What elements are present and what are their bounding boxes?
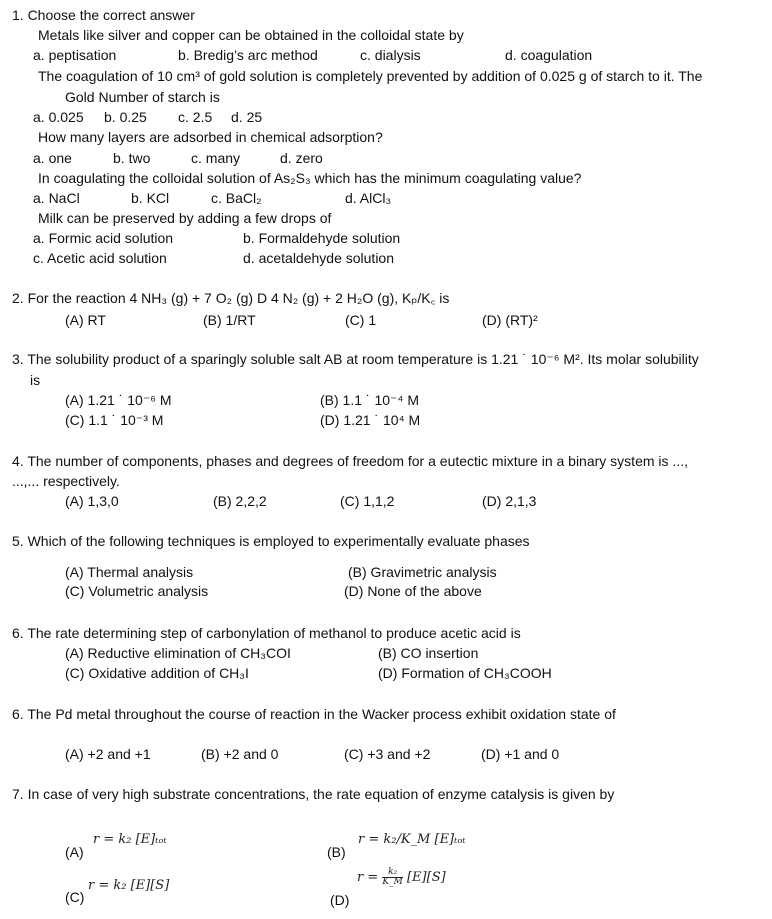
- option: (D) Formation of CH₃COOH: [378, 665, 552, 681]
- question-stem: Metals like silver and copper can be obtained in the colloidal state by: [38, 27, 464, 43]
- question-stem: In coagulating the colloidal solution of As₂S₃ which has the minimum coagulating value?: [38, 170, 582, 186]
- question-title: 1. Choose the correct answer: [12, 7, 195, 23]
- option: c. 2.5: [178, 109, 213, 125]
- option-label: (B): [327, 844, 346, 860]
- option: (C) 1: [345, 312, 377, 328]
- option: (B) 1/RT: [203, 312, 256, 328]
- option: b. Bredig’s arc method: [178, 47, 318, 63]
- option: (B) Gravimetric analysis: [348, 564, 497, 580]
- option: (A) 1.21 ˙ 10⁻⁶ M: [65, 392, 172, 408]
- question-stem: 6. The Pd metal throughout the course of reaction in the Wacker process exhibit oxidation state of: [12, 706, 616, 722]
- option: (B) 2,2,2: [213, 493, 267, 509]
- formula: r = k₂ [E]ₜₒₜ: [93, 832, 167, 847]
- option: (A) Thermal analysis: [65, 564, 194, 580]
- option-label: (C): [65, 889, 85, 905]
- option: (C) 1,1,2: [340, 493, 395, 509]
- option: b. KCl: [131, 190, 170, 206]
- option: (C) +3 and +2: [344, 746, 431, 762]
- option: (B) CO insertion: [378, 645, 479, 661]
- question-stem: Milk can be preserved by adding a few drops of: [38, 210, 332, 226]
- option: d. acetaldehyde solution: [243, 250, 394, 266]
- option: d. 25: [231, 109, 263, 125]
- question-stem: 5. Which of the following techniques is employed to experimentally evaluate phases: [12, 533, 530, 549]
- option: b. two: [113, 150, 151, 166]
- fraction: [382, 868, 402, 887]
- option: c. Acetic acid solution: [33, 250, 167, 266]
- option: (D) 2,1,3: [482, 493, 537, 509]
- question-stem: 6. The rate determining step of carbonylation of methanol to produce acetic acid is: [12, 625, 521, 641]
- option: (D) None of the above: [344, 583, 482, 599]
- option: d. AlCl₃: [345, 190, 392, 206]
- option-label: (A): [65, 844, 84, 860]
- option: (C) Volumetric analysis: [65, 583, 209, 599]
- option: (A) RT: [65, 312, 106, 328]
- question-stem: The coagulation of 10 cm³ of gold solution is completely prevented by addition of 0.025 g of starch to it. The: [38, 68, 703, 84]
- option: (D) +1 and 0: [481, 746, 560, 762]
- option-label: (D): [330, 892, 350, 908]
- option: d. zero: [280, 150, 323, 166]
- question-stem: 7. In case of very high substrate concentrations, the rate equation of enzyme catalysis is given by: [12, 786, 615, 802]
- question-stem-cont: Gold Number of starch is: [65, 89, 220, 105]
- formula-fraction: [357, 868, 446, 887]
- option: (A) Reductive elimination of CH₃COI: [65, 645, 291, 661]
- option: (A) 1,3,0: [65, 493, 119, 509]
- option: b. 0.25: [104, 109, 147, 125]
- option: (C) 1.1 ˙ 10⁻³ M: [65, 412, 164, 428]
- question-stem: 4. The number of components, phases and degrees of freedom for a eutectic mixture in a binary system is ...,: [12, 453, 688, 469]
- option: (C) Oxidative addition of CH₃I: [65, 665, 249, 681]
- formula-rhs: [E][S]: [406, 870, 446, 885]
- option: c. BaCl₂: [211, 190, 262, 206]
- question-stem-cont: ...,... respectively.: [12, 473, 120, 489]
- option: d. coagulation: [505, 47, 593, 63]
- option: a. NaCl: [33, 190, 80, 206]
- option: a. peptisation: [33, 47, 117, 63]
- formula: r = k₂ [E][S]: [88, 878, 170, 893]
- option: (D) (RT)²: [482, 312, 538, 328]
- option: b. Formaldehyde solution: [243, 230, 401, 246]
- option: c. many: [191, 150, 241, 166]
- formula: r = k₂/K_M [E]ₜₒₜ: [358, 832, 466, 847]
- question-stem: 2. For the reaction 4 NH₃ (g) + 7 O₂ (g) D 4 N₂ (g) + 2 H₂O (g), Kₚ/K꜀ is: [12, 290, 450, 306]
- option: (A) +2 and +1: [65, 746, 151, 762]
- option: a. 0.025: [33, 109, 84, 125]
- question-stem: 3. The solubility product of a sparingly soluble salt AB at room temperature is 1.21 ˙ 10⁻⁶ M². Its molar solubility: [12, 351, 699, 367]
- denominator: K_M: [382, 877, 403, 887]
- question-stem: How many layers are adsorbed in chemical adsorption?: [38, 129, 383, 145]
- question-stem-cont: is: [30, 372, 41, 388]
- option: c. dialysis: [360, 47, 421, 63]
- option: a. Formic acid solution: [33, 230, 174, 246]
- option: (B) 1.1 ˙ 10⁻⁴ M: [320, 392, 419, 408]
- formula-lhs: r =: [357, 870, 379, 885]
- option: (B) +2 and 0: [201, 746, 279, 762]
- option: (D) 1.21 ˙ 10⁴ M: [320, 412, 421, 428]
- numerator: k₂: [382, 868, 402, 878]
- option: a. one: [33, 150, 72, 166]
